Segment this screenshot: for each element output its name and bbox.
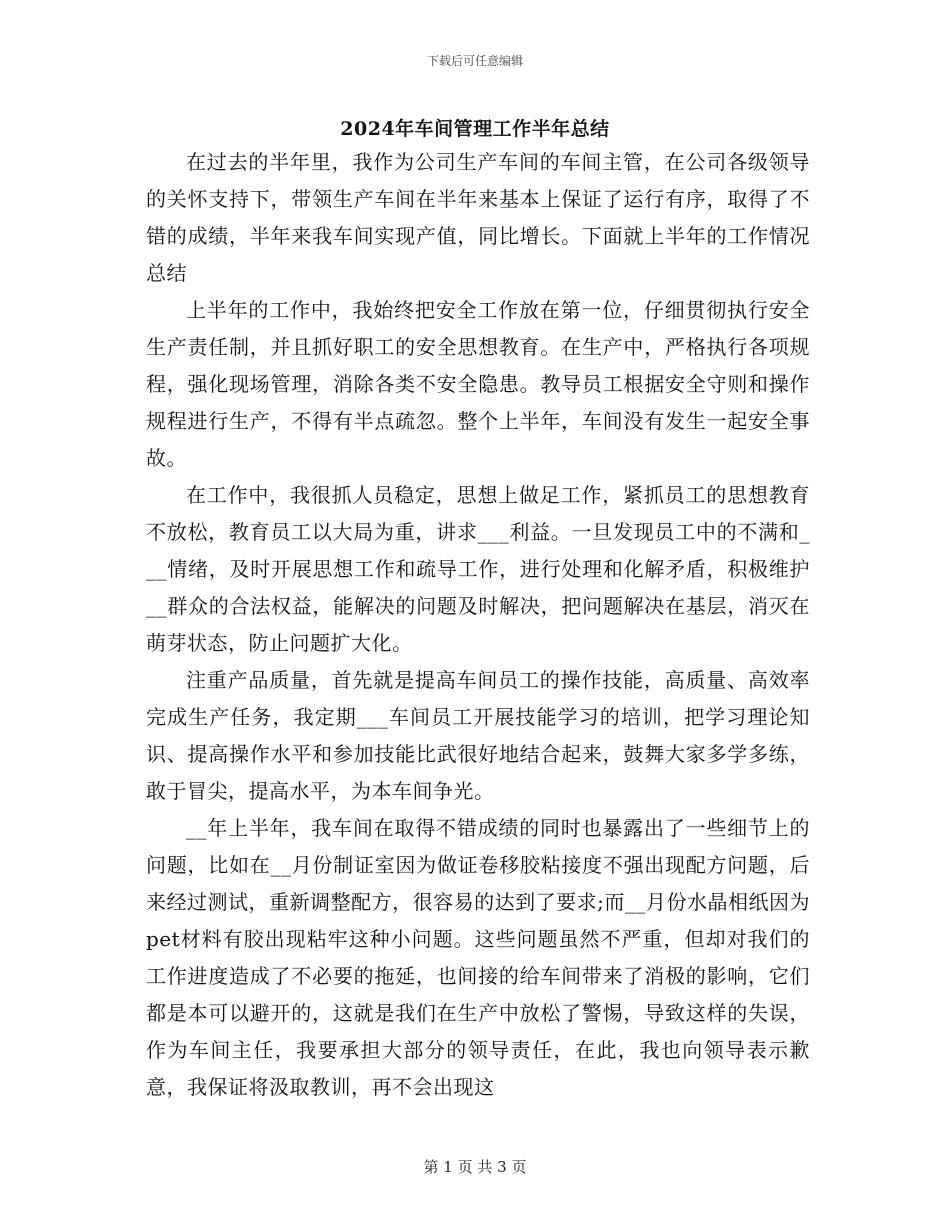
paragraph-staff-stability: 在工作中，我很抓人员稳定，思想上做足工作，紧抓员工的思想教育不放松，教育员工以大局为重，讲求___利益。一旦发现员工中的不满和___情绪，及时开展思想工作和疏导工作，进行处理和化解矛盾，积极维护__群众的合法权益，能解决的问题及时解决，把问题解决在基层，消灭在萌芽状态，防止问题扩大化。 <box>146 483 810 655</box>
paragraph-safety: 上半年的工作中，我始终把安全工作放在第一位，仔细贯彻执行安全生产责任制，并且抓好职工的安全思想教育。在生产中，严格执行各项规程，强化现场管理，消除各类不安全隐患。教导员工根据安全守则和操作规程进行生产，不得有半点疏忽。整个上半年，车间没有发生一起安全事故。 <box>146 298 810 470</box>
paragraph-problems: __年上半年，我车间在取得不错成绩的同时也暴露出了一些细节上的问题，比如在__月份制证室因为做证卷移胶粘接度不强出现配方问题，后来经过测试，重新调整配方，很容易的达到了要求;而__月份水晶相纸因为pet材料有胶出现粘牢这种小问题。这些问题虽然不严重，但却对我们的工作进度造成了不必要的拖延，也间接的给车间带来了消极的影响，它们都是本可以避开的，这就是我们在生产中放松了警惕，导致这样的失误，作为车间主任，我要承担大部分的领导责任，在此，我也向领导表示歉意，我保证将汲取教训，再不会出现这 <box>146 816 810 1099</box>
page-header-note: 下载后可任意编辑 <box>426 54 523 68</box>
paragraph-intro: 在过去的半年里，我作为公司生产车间的车间主管，在公司各级领导的关怀支持下，带领生产车间在半年来基本上保证了运行有序，取得了不错的成绩，半年来我车间实现产值，同比增长。下面就上半年的工作情况总结 <box>146 150 810 285</box>
paragraph-quality: 注重产品质量，首先就是提高车间员工的操作技能，高质量、高效率完成生产任务，我定期___车间员工开展技能学习的培训，把学习理论知识、提高操作水平和参加技能比武很好地结合起来，鼓舞大家多学多练，敢于冒尖，提高水平，为本车间争光。 <box>146 668 810 803</box>
document-body <box>146 144 810 1106</box>
page-number: 第 1 页 共 3 页 <box>423 1158 527 1176</box>
document-title: 2024年车间管理工作半年总结 <box>340 118 610 140</box>
